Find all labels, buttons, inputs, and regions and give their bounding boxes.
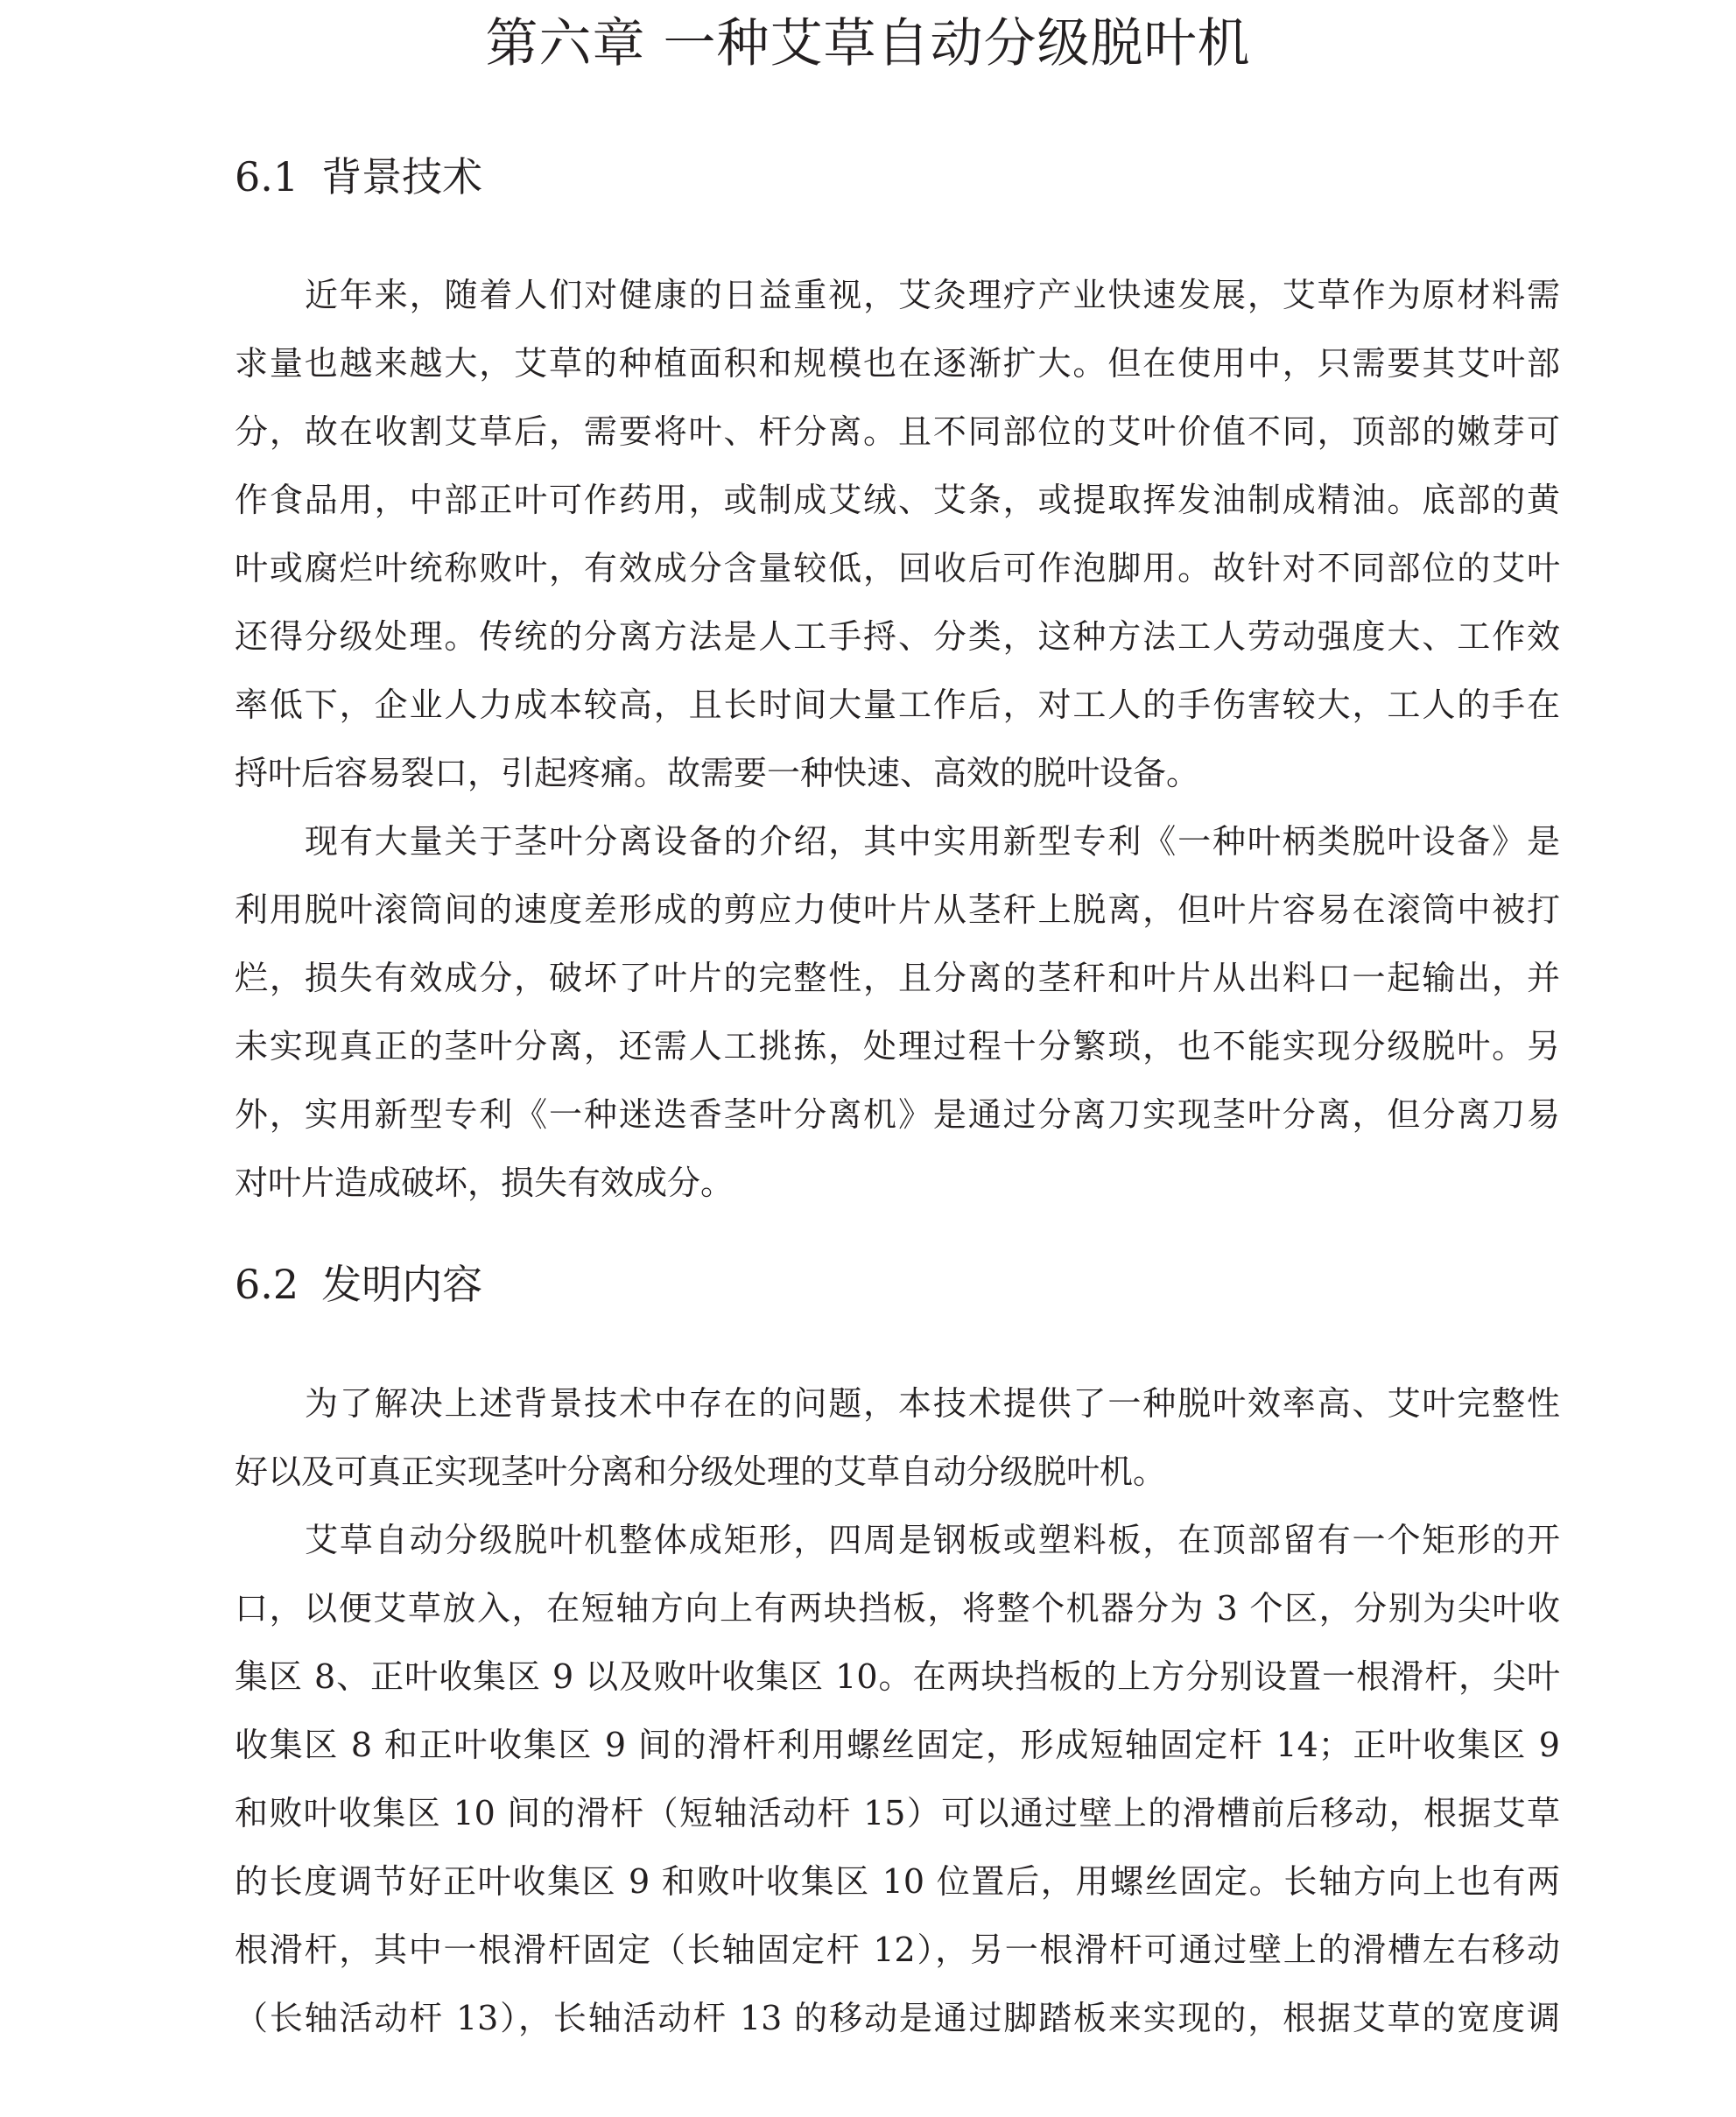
paragraph-line: 还得分级处理。传统的分离方法是人工手捋、分类，这种方法工人劳动强度大、工作效 (235, 617, 1560, 656)
chapter-title: 第六章 一种艾草自动分级脱叶机 (485, 13, 1251, 74)
paragraph-line: 集区 8、正叶收集区 9 以及败叶收集区 10。在两块挡板的上方分别设置一根滑杆，尖叶 (235, 1657, 1560, 1696)
section-body-background (235, 261, 1560, 1217)
paragraph-line: 作食品用，中部正叶可作药用，或制成艾绒、艾条，或提取挥发油制成精油。底部的黄 (235, 481, 1560, 519)
paragraph-line: 好以及可真正实现茎叶分离和分级处理的艾草自动分级脱叶机。 (235, 1452, 1167, 1491)
paragraph-line: 和败叶收集区 10 间的滑杆（短轴活动杆 15）可以通过壁上的滑槽前后移动，根据艾草 (235, 1794, 1560, 1832)
paragraph-line: 根滑杆，其中一根滑杆固定（长轴固定杆 12），另一根滑杆可通过壁上的滑槽左右移动 (235, 1931, 1560, 1969)
section-title: 背景技术 (321, 153, 483, 200)
paragraph-line: 分，故在收割艾草后，需要将叶、杆分离。且不同部位的艾叶价值不同，顶部的嫩芽可 (235, 412, 1560, 451)
paragraph-line: 烂，损失有效成分，破坏了叶片的完整性，且分离的茎秆和叶片从出料口一起输出，并 (235, 959, 1560, 997)
paragraph-line: 率低下，企业人力成本较高，且长时间大量工作后，对工人的手伤害较大，工人的手在 (235, 686, 1560, 724)
paragraph-line: 外，实用新型专利《一种迷迭香茎叶分离机》是通过分离刀实现茎叶分离，但分离刀易 (235, 1095, 1560, 1134)
section-title: 发明内容 (321, 1261, 483, 1308)
paragraph-line: 捋叶后容易裂口，引起疼痛。故需要一种快速、高效的脱叶设备。 (235, 754, 1200, 792)
section-heading-invention (235, 1258, 482, 1311)
section-body-invention (235, 1369, 1560, 2052)
paragraph-line: 收集区 8 和正叶收集区 9 间的滑杆利用螺丝固定，形成短轴固定杆 14；正叶收集区 9 (235, 1726, 1560, 1764)
paragraph-line: 求量也越来越大，艾草的种植面积和规模也在逐渐扩大。但在使用中，只需要其艾叶部 (235, 344, 1560, 383)
section-number: 6.2 (235, 1261, 299, 1308)
paragraph-line: 利用脱叶滚筒间的速度差形成的剪应力使叶片从茎秆上脱离，但叶片容易在滚筒中被打 (235, 890, 1560, 929)
paragraph-line: （长轴活动杆 13），长轴活动杆 13 的移动是通过脚踏板来实现的，根据艾草的宽度调 (235, 1999, 1560, 2037)
paragraph-line: 对叶片造成破坏，损失有效成分。 (235, 1164, 734, 1202)
paragraph-line: 为了解决上述背景技术中存在的问题，本技术提供了一种脱叶效率高、艾叶完整性 (305, 1384, 1560, 1423)
paragraph-line: 未实现真正的茎叶分离，还需人工挑拣，处理过程十分繁琐，也不能实现分级脱叶。另 (235, 1027, 1560, 1066)
paragraph-line: 叶或腐烂叶统称败叶，有效成分含量较低，回收后可作泡脚用。故针对不同部位的艾叶 (235, 549, 1560, 587)
paragraph-line: 近年来，随着人们对健康的日益重视，艾灸理疗产业快速发展，艾草作为原材料需 (305, 276, 1560, 314)
section-number: 6.1 (235, 153, 299, 200)
section-heading-background (235, 151, 482, 203)
paragraph-line: 现有大量关于茎叶分离设备的介绍，其中实用新型专利《一种叶柄类脱叶设备》是 (305, 822, 1560, 861)
paragraph-line: 艾草自动分级脱叶机整体成矩形，四周是钢板或塑料板，在顶部留有一个矩形的开 (305, 1521, 1560, 1559)
paragraph-line: 口，以便艾草放入，在短轴方向上有两块挡板，将整个机器分为 3 个区，分别为尖叶收 (235, 1589, 1560, 1628)
paragraph-line: 的长度调节好正叶收集区 9 和败叶收集区 10 位置后，用螺丝固定。长轴方向上也有两 (235, 1862, 1560, 1901)
